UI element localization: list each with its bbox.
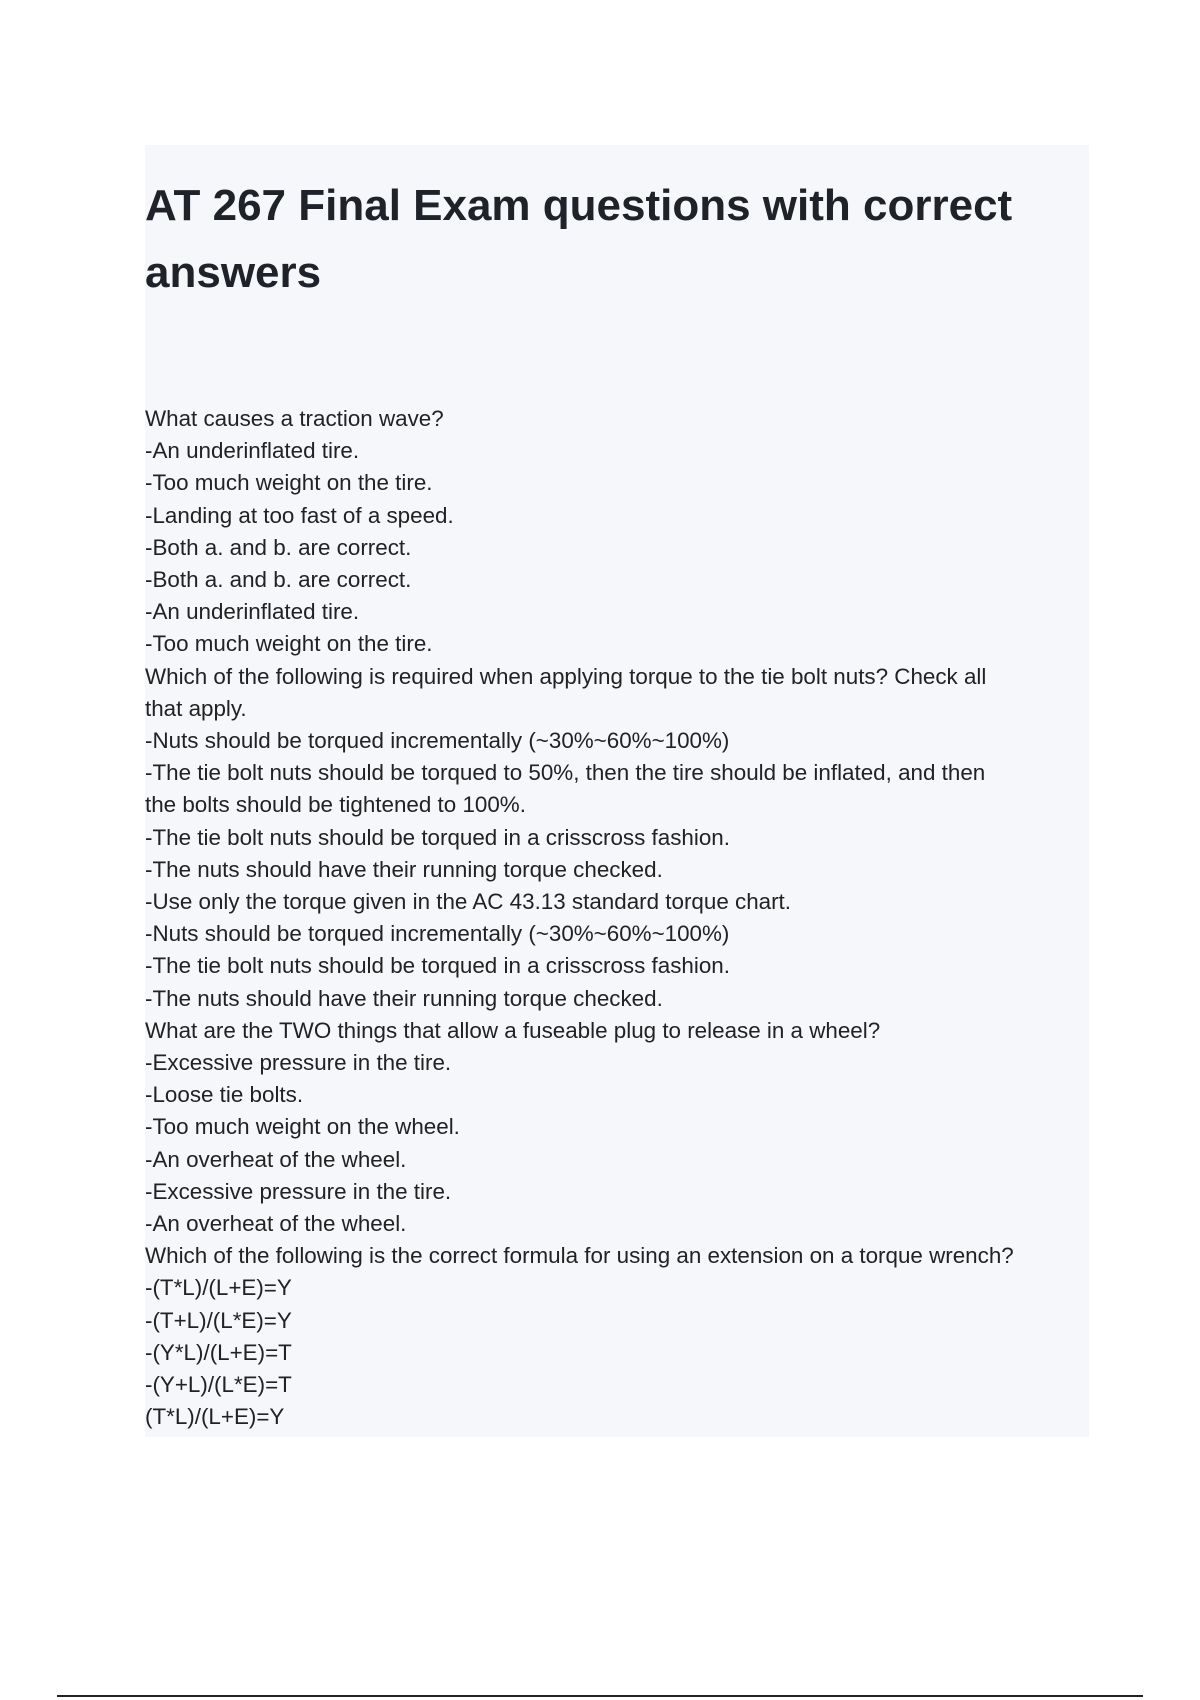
answer-line: -The tie bolt nuts should be torqued in a crisscross fashion. xyxy=(145,953,730,979)
answer-line: -Excessive pressure in the tire. xyxy=(145,1178,452,1204)
option-line: -Too much weight on the wheel. xyxy=(145,1114,460,1140)
option-line: -(Y+L)/(L*E)=T xyxy=(145,1372,292,1398)
answer-line: -An overheat of the wheel. xyxy=(145,1211,407,1237)
option-line: -Landing at too fast of a speed. xyxy=(145,502,454,528)
option-line: -Excessive pressure in the tire. xyxy=(145,1050,452,1076)
answer-line: -An underinflated tire. xyxy=(145,599,360,625)
question-line: Which of the following is required when applying torque to the tie bolt nuts? Check all xyxy=(145,663,987,689)
option-line: -(T*L)/(L+E)=Y xyxy=(145,1275,292,1301)
option-line: the bolts should be tightened to 100%. xyxy=(145,792,526,818)
option-line: -Use only the torque given in the AC 43.13 standard torque chart. xyxy=(145,889,791,915)
question-line: What are the TWO things that allow a fuseable plug to release in a wheel? xyxy=(145,1017,881,1043)
option-line: -The tie bolt nuts should be torqued in a crisscross fashion. xyxy=(145,824,730,850)
question-line: Which of the following is the correct formula for using an extension on a torque wrench? xyxy=(145,1243,1014,1269)
option-line: -Too much weight on the tire. xyxy=(145,470,433,496)
option-line: -An overheat of the wheel. xyxy=(145,1146,407,1172)
option-line: -An underinflated tire. xyxy=(145,438,360,464)
option-line: -Nuts should be torqued incrementally (~30%~60%~100%) xyxy=(145,728,730,754)
document-title: AT 267 Final Exam questions with correct answers xyxy=(145,181,1013,297)
option-line: -(T+L)/(L*E)=Y xyxy=(145,1307,292,1333)
option-line: -The tie bolt nuts should be torqued to 50%, then the tire should be inflated, and then xyxy=(145,760,986,786)
document-body xyxy=(145,403,1089,1434)
option-line: -(Y*L)/(L+E)=T xyxy=(145,1339,292,1365)
option-line: -Both a. and b. are correct. xyxy=(145,534,412,560)
option-line: -Loose tie bolts. xyxy=(145,1082,304,1108)
answer-line: -Too much weight on the tire. xyxy=(145,631,433,657)
option-line: -The nuts should have their running torque checked. xyxy=(145,856,663,882)
answer-line: -Both a. and b. are correct. xyxy=(145,567,412,593)
footer-divider xyxy=(57,1695,1143,1697)
question-line: that apply. xyxy=(145,695,247,721)
answer-line: (T*L)/(L+E)=Y xyxy=(145,1404,285,1430)
question-line: What causes a traction wave? xyxy=(145,406,444,431)
answer-line: -The nuts should have their running torque checked. xyxy=(145,985,663,1011)
answer-line: -Nuts should be torqued incrementally (~30%~60%~100%) xyxy=(145,921,730,947)
